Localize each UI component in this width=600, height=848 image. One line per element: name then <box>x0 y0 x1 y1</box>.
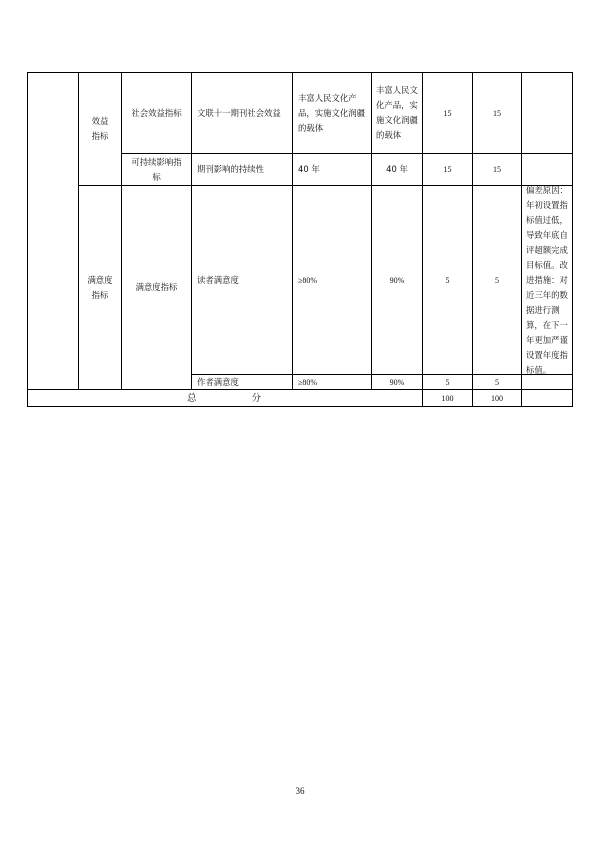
row1-weight: 15 <box>443 108 452 118</box>
row3-target: ≥80% <box>298 275 318 285</box>
total-weight: 100 <box>441 393 454 403</box>
row3-actual: 90% <box>389 275 405 285</box>
row4-note <box>522 375 572 389</box>
row3-note: 偏差原因：年初设置指标值过低，导致年底自评超额完成目标值。改进措施：对近三年的数据进行测算，在下一年更加严谨设置年度指标值。 <box>526 184 568 375</box>
satisfaction-group-label: 满意度指标 <box>87 274 113 300</box>
row1-actual: 丰富人民文化产品，实施文化润疆的载体 <box>376 85 418 140</box>
total-score: 100 <box>491 393 503 403</box>
row1-target: 丰富人民文化产品，实施文化润疆的载体 <box>298 92 365 133</box>
row4-actual: 90% <box>389 377 405 387</box>
row1-tertiary: 文联十一期刊社会效益 <box>197 107 281 118</box>
row1-secondary: 社会效益指标 <box>131 107 182 118</box>
row4-tertiary: 作者满意度 <box>197 376 239 387</box>
row2-actual: 40 年 <box>386 164 408 174</box>
benefit-group-label: 效益指标 <box>91 116 109 141</box>
satisfaction-secondary-label: 满意度指标 <box>135 282 178 292</box>
rule-bottom <box>27 406 572 407</box>
rule-left-edge <box>27 72 28 407</box>
row2-target: 40 年 <box>298 164 320 174</box>
page-number: 36 <box>295 786 305 796</box>
row4-score: 5 <box>495 377 499 387</box>
row1-note <box>522 73 572 153</box>
total-note <box>522 390 572 406</box>
row2-note <box>522 154 572 185</box>
row2-score: 15 <box>493 165 501 174</box>
row2-tertiary: 期刊影响的持续性 <box>197 164 264 174</box>
row3-weight: 5 <box>445 275 450 285</box>
row4-weight: 5 <box>445 377 450 387</box>
row2-weight: 15 <box>443 165 452 174</box>
row1-score: 15 <box>493 108 501 118</box>
total-label: 总 分 <box>186 392 288 404</box>
row2-secondary: 可持续影响指标 <box>131 156 182 182</box>
row3-score: 5 <box>495 275 499 285</box>
rule-col1 <box>78 72 79 390</box>
row4-target: ≥80% <box>298 377 318 387</box>
row3-tertiary: 读者满意度 <box>197 274 239 285</box>
rule-right-edge <box>572 72 573 407</box>
